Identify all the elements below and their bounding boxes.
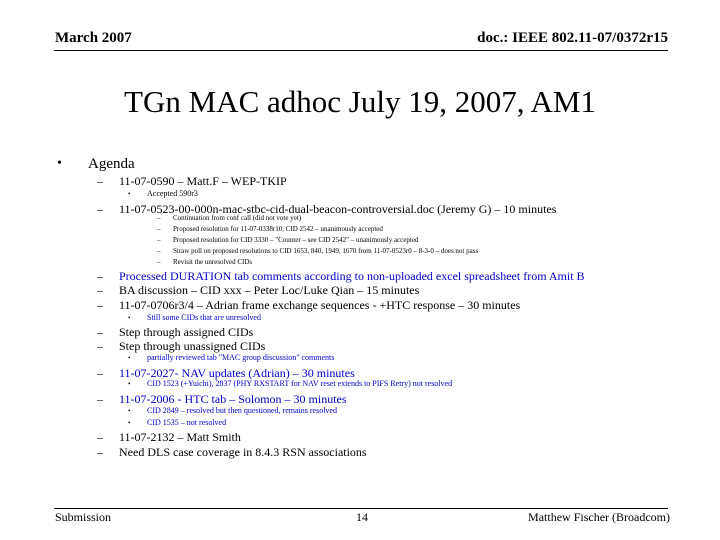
dash-marker: –	[97, 392, 103, 406]
agenda-subsub-text: Proposed resolution for CID 3330 – "Counter – see CID 2542" – unanimously accepted	[173, 236, 419, 244]
agenda-item-text: Step through assigned CIDs	[119, 325, 254, 339]
agenda-sub-text: CID 1535 – not resolved	[147, 418, 227, 427]
sub-bullet-marker: •	[128, 354, 131, 362]
sub-bullet-marker: •	[128, 419, 131, 427]
agenda-sub-text: CID 1523 (+Yuichi), 2837 (PHY RXSTART for NAV reset extends to PIFS Retry) not resolved	[147, 379, 453, 388]
footer-rule	[54, 508, 668, 509]
header-doc-id: doc.: IEEE 802.11-07/0372r15	[477, 30, 668, 46]
dash-marker: –	[157, 214, 161, 222]
header-rule	[54, 50, 668, 51]
agenda-subsub-text: Revisit the unresolved CIDs	[173, 258, 253, 266]
agenda-sub-text: Still some CIDs that are unresolved	[147, 313, 261, 322]
dash-marker: –	[97, 430, 103, 444]
dash-marker: –	[157, 258, 161, 266]
footer-submission: Submission	[55, 510, 112, 524]
footer-author: Matthew Fischer (Broadcom)	[528, 510, 670, 524]
dash-marker: –	[97, 269, 103, 283]
dash-marker: –	[157, 247, 161, 255]
agenda-item-text: 11-07-0523-00-000n-mac-stbc-cid-dual-beacon-controversial.doc (Jeremy G) – 10 minutes	[119, 202, 557, 216]
sub-bullet-marker: •	[128, 380, 131, 388]
agenda-label: Agenda	[88, 156, 135, 172]
agenda-bullet: •	[57, 156, 62, 171]
agenda-item-text: Need DLS case coverage in 8.4.3 RSN associations	[119, 445, 367, 459]
dash-marker: –	[97, 202, 103, 216]
page-number: 14	[356, 510, 368, 524]
dash-marker: –	[97, 298, 103, 312]
agenda-subsub-text: Proposed resolution for 11-07-0338r10, CID 2542 – unanimously accepted	[173, 225, 383, 233]
dash-marker: –	[97, 174, 103, 188]
sub-bullet-marker: •	[128, 407, 131, 415]
agenda-item-text: 11-07-2027- NAV updates (Adrian) – 30 minutes	[119, 366, 355, 380]
agenda-sub-text: partially reviewed tab "MAC group discussion" comments	[147, 353, 335, 362]
agenda-subsub-text: Straw poll on proposed resolutions to CID 1653, 840, 1949, 1670 from 11-07-0523r0 – 8-3-0 – does not pass	[173, 247, 479, 255]
agenda-item-text: Processed DURATION tab comments according to non-uploaded excel spreadsheet from Amit B	[119, 269, 585, 283]
dash-marker: –	[97, 445, 103, 459]
agenda-subsub-text: Continuation from conf call (did not vote yet)	[173, 214, 302, 222]
sub-bullet-marker: •	[128, 314, 131, 322]
dash-marker: –	[97, 339, 103, 353]
agenda-item-text: Step through unassigned CIDs	[119, 339, 266, 353]
agenda-item-text: 11-07-2132 – Matt Smith	[119, 430, 241, 444]
agenda-item-text: 11-07-0706r3/4 – Adrian frame exchange sequences - +HTC response – 30 minutes	[119, 298, 521, 312]
slide-title: TGn MAC adhoc July 19, 2007, AM1	[124, 84, 596, 119]
dash-marker: –	[97, 366, 103, 380]
header-date: March 2007	[55, 30, 132, 46]
dash-marker: –	[97, 283, 103, 297]
dash-marker: –	[157, 236, 161, 244]
dash-marker: –	[157, 225, 161, 233]
dash-marker: –	[97, 325, 103, 339]
agenda-item-text: BA discussion – CID xxx – Peter Loc/Luke Qian – 15 minutes	[119, 283, 420, 297]
sub-bullet-marker: •	[128, 190, 131, 198]
agenda-sub-text: CID 2849 – resolved but then questioned, remains resolved	[147, 406, 337, 415]
agenda-sub-text: Accepted 590r3	[147, 189, 198, 198]
agenda-item-text: 11-07-0590 – Matt.F – WEP-TKIP	[119, 174, 287, 188]
agenda-item-text: 11-07-2006 - HTC tab – Solomon – 30 minutes	[119, 392, 347, 406]
